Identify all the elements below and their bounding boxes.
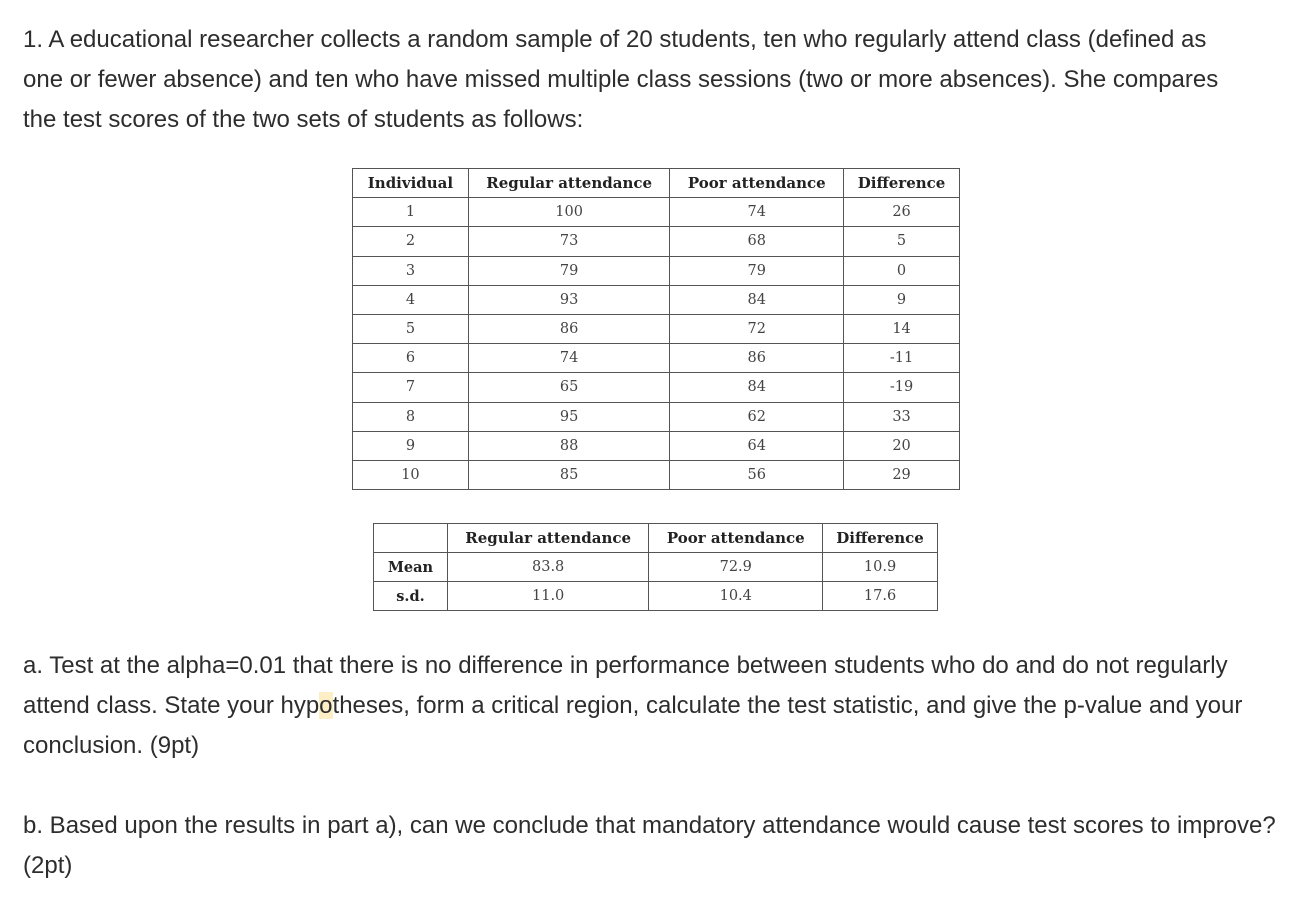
table-row (353, 431, 960, 460)
table-cell: 86 (468, 314, 670, 343)
summary-header-row (374, 524, 938, 553)
table-cell: 9 (353, 431, 469, 460)
table-row (353, 314, 960, 343)
summary-header-blank (374, 524, 448, 553)
table-row (353, 198, 960, 227)
summary-header-difference: Difference (823, 524, 938, 553)
table-row (353, 227, 960, 256)
table-cell: 10 (353, 460, 469, 489)
table-cell: Mean (374, 553, 448, 582)
highlighted-text: o (319, 692, 333, 719)
table-cell: 2 (353, 227, 469, 256)
header-difference: Difference (844, 169, 960, 198)
table-cell: 4 (353, 285, 469, 314)
table-cell: 68 (670, 227, 844, 256)
table-cell: 29 (844, 460, 960, 489)
table-row (353, 460, 960, 489)
table-cell: 95 (468, 402, 670, 431)
table-row (353, 285, 960, 314)
table-row (353, 373, 960, 402)
table-cell: 64 (670, 431, 844, 460)
question-b: b. Based upon the results in part a), can we conclude that mandatory attendance would cause test scores to improve? (2pt) (23, 812, 1276, 879)
summary-header-regular-attendance: Regular attendance (447, 524, 649, 553)
table-cell: 84 (670, 373, 844, 402)
table-cell: 17.6 (823, 582, 938, 611)
summary-row (374, 553, 938, 582)
header-regular-attendance: Regular attendance (468, 169, 670, 198)
table-row (353, 344, 960, 373)
table-cell: 56 (670, 460, 844, 489)
table-cell: 3 (353, 256, 469, 285)
header-individual: Individual (353, 169, 469, 198)
table-row (353, 256, 960, 285)
table-cell: 10.9 (823, 553, 938, 582)
table-cell: 83.8 (447, 553, 649, 582)
table-cell: 86 (670, 344, 844, 373)
table-cell: 14 (844, 314, 960, 343)
question-a-text-start: a. Test at the alpha=0.01 that there is no difference in performance between students who do and do not regularly attend class. State your hyp (23, 652, 1228, 719)
table-cell: 6 (353, 344, 469, 373)
table-cell: 74 (670, 198, 844, 227)
table-cell: 74 (468, 344, 670, 373)
table-cell: 88 (468, 431, 670, 460)
summary-table (373, 523, 938, 611)
table-cell: 5 (353, 314, 469, 343)
table-cell: 72 (670, 314, 844, 343)
table-cell: -19 (844, 373, 960, 402)
intro-paragraph: 1. A educational researcher collects a random sample of 20 students, ten who regularly attend class (defined as one or fewer absence) and ten who have missed multiple class sessions (two or more absences). She compares the test scores of the two sets of students as follows: (23, 26, 1219, 133)
table-cell: 79 (670, 256, 844, 285)
table-cell: 65 (468, 373, 670, 402)
table-cell: 73 (468, 227, 670, 256)
question-a (23, 646, 1293, 766)
question-a-text-end: theses, form a critical region, calculate the test statistic, and give the p-value and your conclusion. (9pt) (23, 692, 1243, 759)
table-cell: 8 (353, 402, 469, 431)
header-poor-attendance: Poor attendance (670, 169, 844, 198)
table-cell: 20 (844, 431, 960, 460)
table-cell: 26 (844, 198, 960, 227)
table-cell: 1 (353, 198, 469, 227)
table-cell: 5 (844, 227, 960, 256)
scores-table (352, 168, 960, 490)
table-cell: 84 (670, 285, 844, 314)
table-cell: -11 (844, 344, 960, 373)
table-cell: 33 (844, 402, 960, 431)
table-cell: 85 (468, 460, 670, 489)
table-cell: 9 (844, 285, 960, 314)
table-cell: 72.9 (649, 553, 823, 582)
table-cell: 7 (353, 373, 469, 402)
table-cell: s.d. (374, 582, 448, 611)
summary-header-poor-attendance: Poor attendance (649, 524, 823, 553)
table-cell: 0 (844, 256, 960, 285)
table-cell: 62 (670, 402, 844, 431)
table-row (353, 402, 960, 431)
table-header-row (353, 169, 960, 198)
table-cell: 10.4 (649, 582, 823, 611)
table-cell: 11.0 (447, 582, 649, 611)
table-cell: 79 (468, 256, 670, 285)
table-cell: 93 (468, 285, 670, 314)
summary-row (374, 582, 938, 611)
table-cell: 100 (468, 198, 670, 227)
